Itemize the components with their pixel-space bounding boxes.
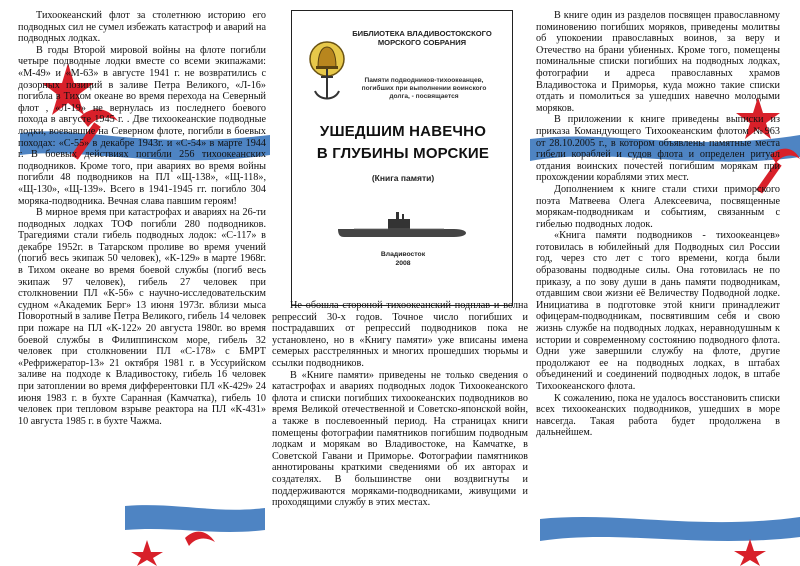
right-paragraph-5: К сожалению, пока не удалось восстановить списки всех тихоокеанских подводников, ушедших в море навсегда. Такая работа будет продолжена в дальнейшем.	[536, 392, 780, 439]
bell-anchor-emblem-icon	[306, 35, 348, 105]
right-paragraph-1: В книге один из разделов посвящен православному поминовению погибших моряков, приведены молитвы об упокоении православных воинов, за веру и Отечество на брани убиенных. Кроме того, помещены поминальные списки погибших на подводных лодках, фотографии и адреса православных храмов Владивостока и Приморья, куда можно такие списки отдать и помолиться за ушедших навечно молодыми моряков.	[536, 10, 780, 114]
left-text-column	[18, 10, 266, 427]
cover-city: Владивосток	[380, 251, 426, 258]
left-paragraph-3: В мирное время при катастрофах и авариях на 26-ти подводных лодках ТОФ погибли 280 подводников. Трагедиями стали гибель подводных лодок: «С-117» в декабре 1952г. в Татарском проливе во время учений (погиб весь экипаж 50 человек), «К-129» в марте 1968г. в Тихом океане во время боевой службы (погиб весь экипаж 97 человек), гибель 27 человек при столкновении ПЛ «К-56» с научно-исследовательским судном «Академик Берг» 13 июня 1973г. вблизи мыса Поворотный в заливе Петра Великого, гибель 14 человек при пожаре на ПЛ «К-122» 20 августа 1980г. во время боевой службы в Филиппинском море, гибель 32 человек при столкновении ПЛ «С-178» с БМРТ «Рефрижератор-13» 21 октября 1981 г. в Уссурийском заливе на подходе к Владивостоку, гибель 16 человек при затоплении во время дифферентовки ПЛ «К-429» 24 июня 1983 г. в бухте Саранная (Камчатка), гибель 10 человек при тепловом взрыве реактора на ПЛ «К-431» 10 августа 1985 г. в бухте Чажма.	[18, 207, 266, 427]
book-cover	[291, 10, 513, 306]
cover-title	[298, 121, 508, 165]
cover-library-name: БИБЛИОТЕКА ВЛАДИВОСТОКСКОГО МОРСКОГО СОБРАНИЯ	[352, 29, 492, 47]
middle-paragraph-1: Не обошла стороной тихоокеанский подплав и волна репрессий 30-х годов. Точное число погибших и пострадавших от репрессий подводников пока не установлено, но в «Книгу памяти» уже вписаны имена семерых расстрелянных и многих прошедших тюрьмы и ссылки подводников.	[272, 300, 528, 369]
right-paragraph-4: «Книга памяти подводников - тихоокеанцев» готовилась в юбилейный для Подводных сил России год, через сто лет с того времени, когда были образованы подводные силы. Она готовилась не по приказу, а по зову души в дань памяти подводникам, отдавшим свои жизни её Величеству Подводной лодке. Инициатива в подготовке этой книги принадлежит офицерам-подводникам, посвятившим себя и свою жизнь службе на подводных лодках, неравнодушным к истории и современному состоянию подводного флота. Одни уже завершили службу на флоте, другие продолжают ее на подводных лодках, в штабах объединений и соединений подводных лодок, в штабе Тихоокеанского флота.	[536, 230, 780, 392]
cover-title-line-1: УШЕДШИМ НАВЕЧНО	[319, 123, 487, 140]
cover-imprint	[298, 251, 508, 268]
right-paragraph-2: В приложении к книге приведены выписки из приказа Командующего Тихоокеанским флотом №963 от 28.10.2005 г., в котором объявлены памятные места гибели кораблей и судов флота и определен ритуал отдания воинских почестей погибшим морякам при прохождении кораблями этих мест.	[536, 114, 780, 184]
left-paragraph-1: Тихоокеанский флот за столетнюю историю его подводных сил не сумел избежать катастроф и аварий на подводных лодках.	[18, 10, 266, 45]
naval-ensign-left-lower	[125, 500, 265, 566]
right-text-column	[536, 10, 780, 439]
naval-ensign-right-lower	[540, 505, 800, 566]
submarine-icon	[334, 207, 470, 241]
cover-subtitle: (Книга памяти)	[371, 173, 435, 183]
cover-title-line-2: В ГЛУБИНЫ МОРСКИЕ	[316, 145, 490, 162]
middle-text-column	[272, 300, 528, 509]
cover-year: 2008	[395, 259, 411, 267]
middle-paragraph-2: В «Книге памяти» приведены не только сведения о катастрофах и авариях подводных лодок Тихоокеанского флота и списки погибших тихоокеанских подводников во время Великой отечественной и Советско-японской войн, а также в послевоенный период. На страницах книги помещены фотографии памятников погибшим подводным лодкам и морякам во Владивостоке, на Камчатке, в Советской Гавани и Приморье. Фотографии памятников аннотированы краткими сведениями об их авторах и создателях. В большинстве они воздвигнуты и поддерживаются моряками-подводниками, живущими и проходящими службу в этих местах.	[272, 369, 528, 509]
left-paragraph-2: В годы Второй мировой войны на флоте погибли четыре подводные лодки вместе со всеми экипажами: «М-49» и «М-63» в августе 1941 г. не возвратились с дозорных позиций в заливе Петра Великого, «Л-16» погибла в Тихом океане во время перехода на Северный флот , «Л-19» не вернулась из последнего боевого похода в августе 1945 г. . Две тихоокеанские подводные лодки, воевавшие на Северном флоте, погибли в боевых походах: «С-55» в декабре 1943г. и «С-54» в марте 1944 г. В боевых действиях погибли 256 тихоокеанских подводников. Кроме того, при авариях во время войны погибли 48 подводников на ПЛ «Щ-138», «Щ-118», «Щ-130», «Щ-139». Всего в 1941-1945 гг. погибло 304 моряка-подводника. Вечная слава павшим героям!	[18, 44, 266, 207]
cover-dedication: Памяти подводников-тихоокеанцев, погибших при выполнении воинского долга, - посвящается	[361, 77, 487, 101]
right-paragraph-3: Дополнением к книге стали стихи приморского поэта Матвеева Олега Алексеевича, посвященные морякам-подводникам и событиям, связанным с гибелью подводных лодок.	[536, 183, 780, 230]
